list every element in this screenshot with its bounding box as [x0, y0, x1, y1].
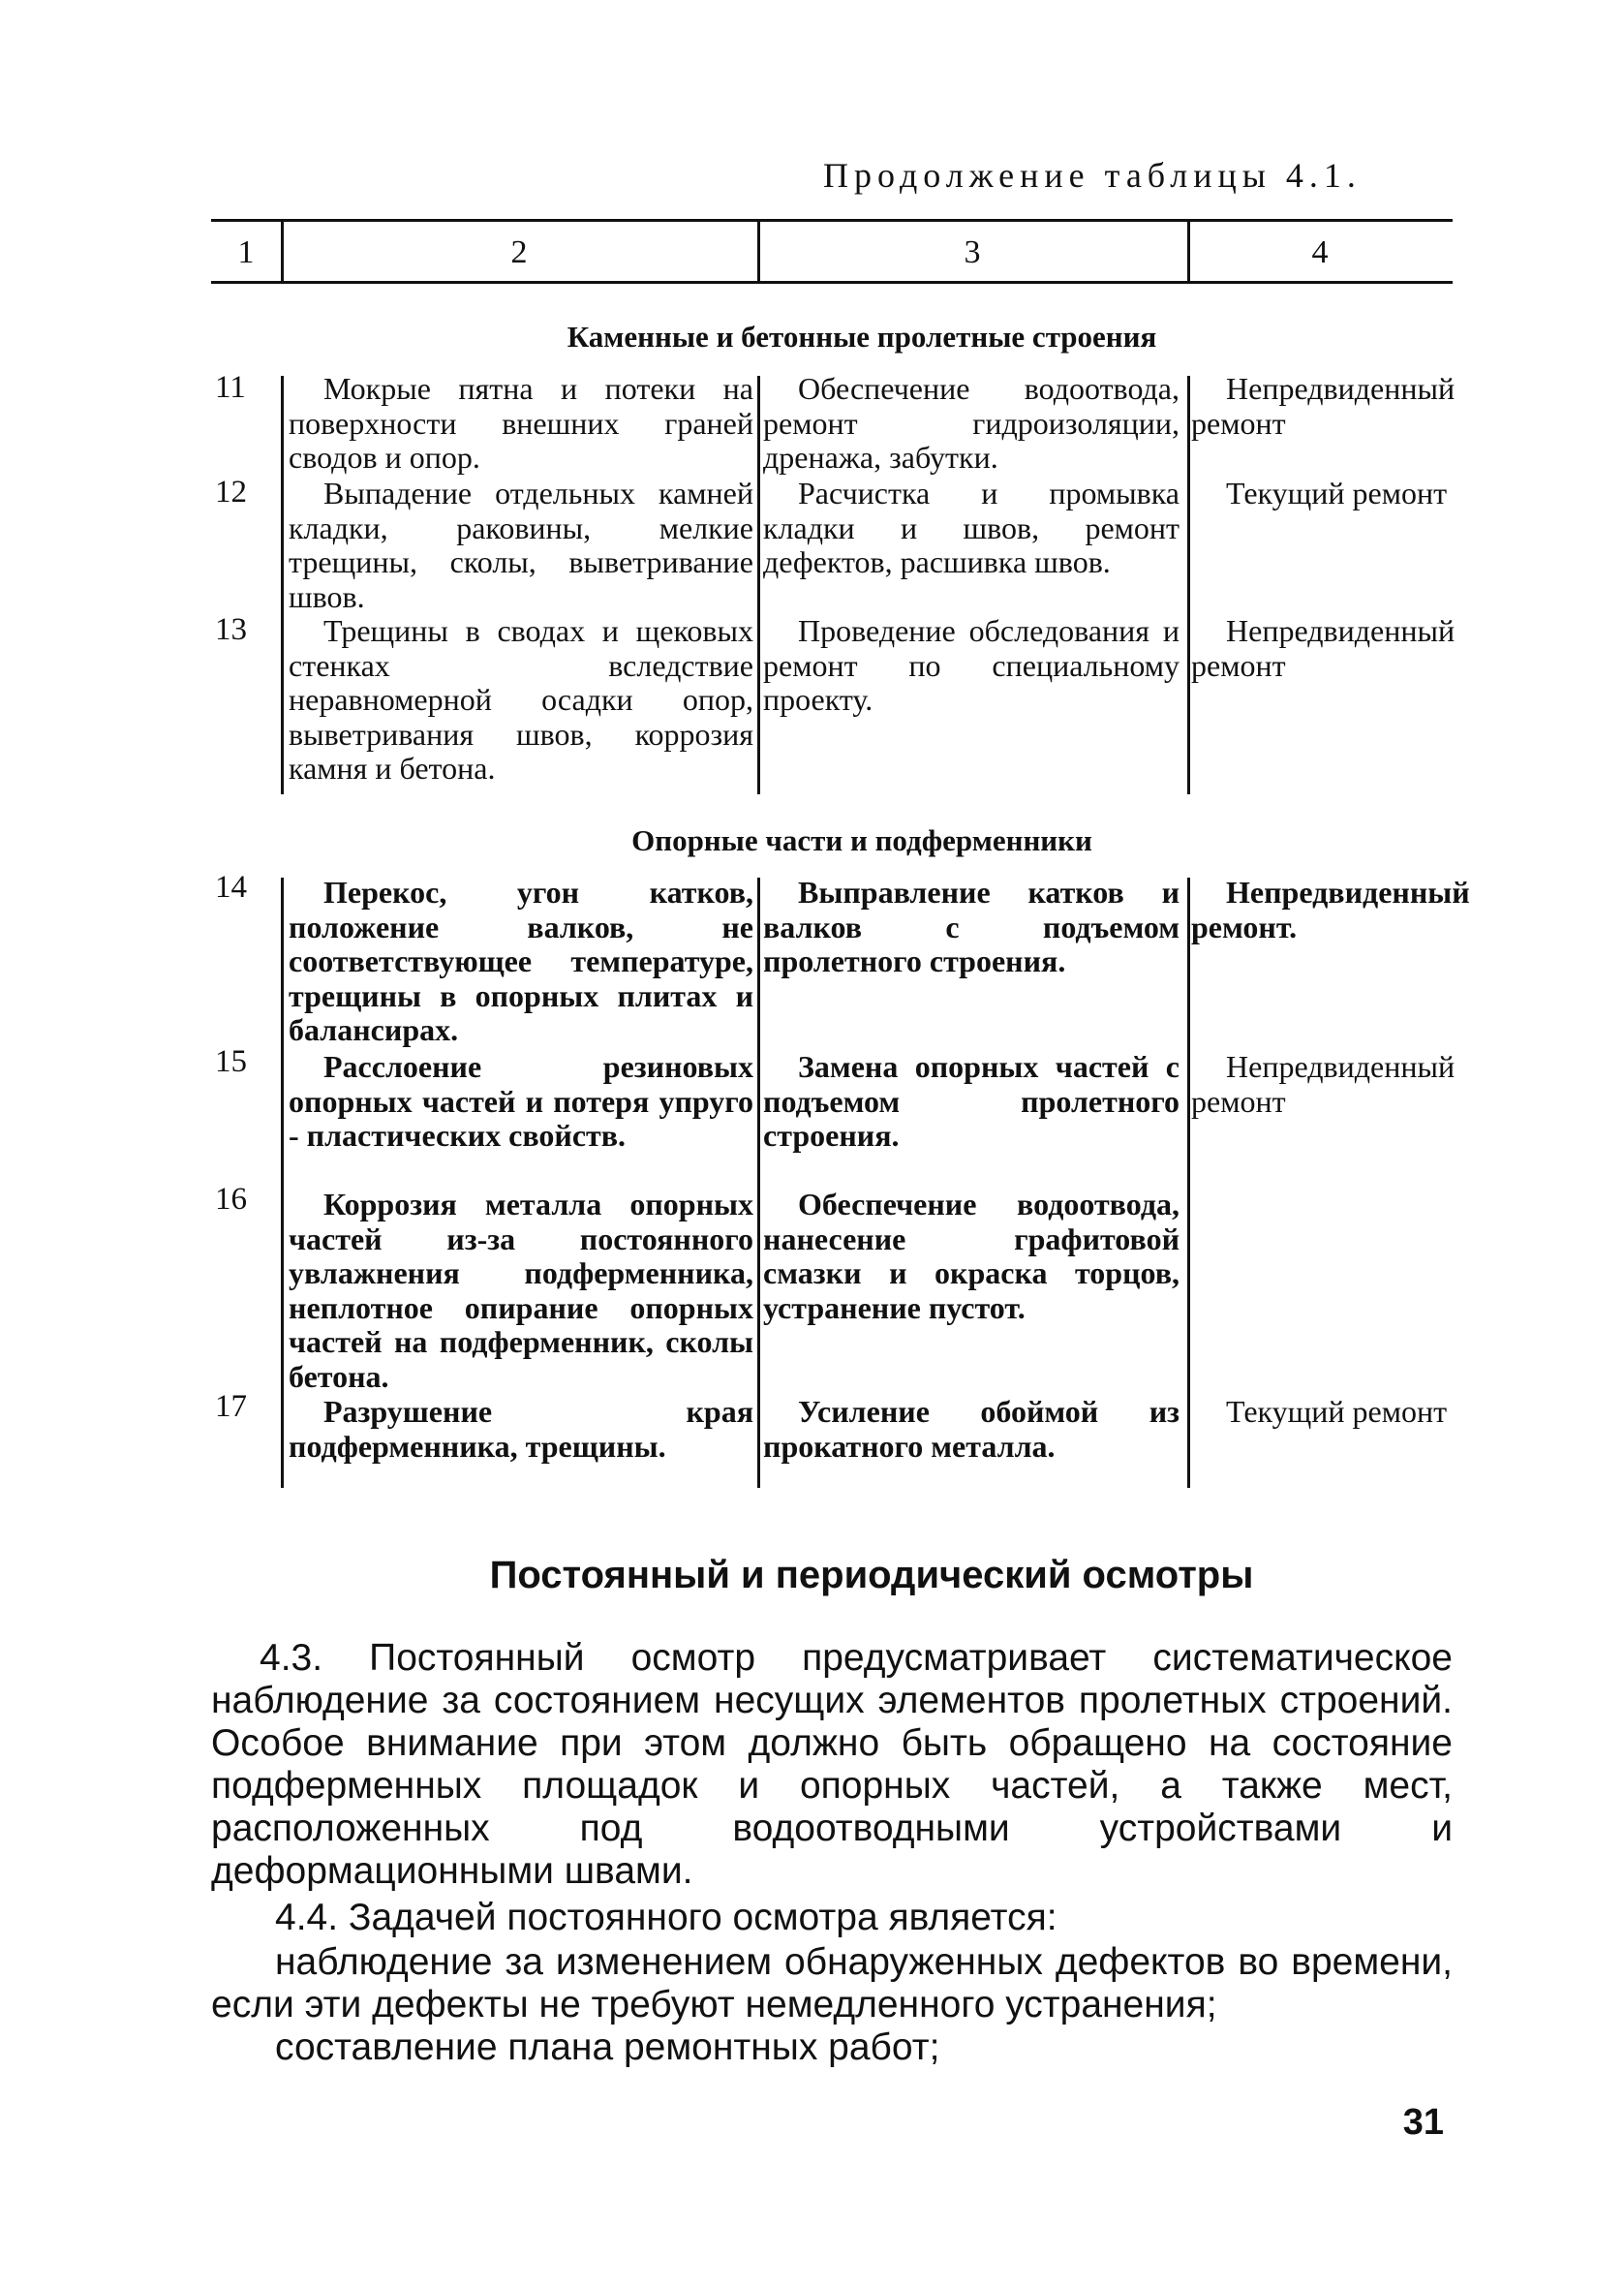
row-repair: Непредвиденный ремонт	[1191, 1049, 1455, 1119]
page-number: 31	[1402, 2102, 1444, 2143]
s2-divider-3	[1187, 878, 1190, 1488]
table-caption: Продолжение таблицы 4.1.	[823, 156, 1362, 195]
row-number: 14	[215, 870, 247, 905]
row-measure: Усиление обоймой из прокатного металла.	[763, 1394, 1180, 1464]
row-defect: Мокрые пятна и потеки на поверхности внешних граней сводов и опор.	[289, 371, 753, 475]
row-repair: Текущий ремонт	[1226, 1394, 1448, 1429]
row-defect: Коррозия металла опорных частей из-за постоянного увлажнения подферменника, неплотное опирание опорных частей на подферменник, сколы бетона.	[289, 1187, 753, 1394]
s2-divider-1	[281, 878, 284, 1488]
s1-divider-3	[1187, 376, 1190, 794]
row-defect: Выпадение отдельных камней кладки, раковины, мелкие трещины, сколы, выветривание швов.	[289, 476, 753, 614]
row-measure: Замена опорных частей с подъемом пролетного строения.	[763, 1049, 1180, 1153]
paragraph-task-1: наблюдение за изменением обнаруженных дефектов во времени, если эти дефекты не требуют немедленного устранения;	[211, 1941, 1453, 2025]
row-number: 13	[215, 612, 247, 647]
row-measure: Обеспечение водоотвода, ремонт гидроизоляции, дренажа, забутки.	[763, 371, 1180, 475]
row-number: 16	[215, 1182, 247, 1217]
row-repair: Непредвиденный ремонт.	[1191, 875, 1470, 944]
header-top-rule	[211, 219, 1453, 222]
row-number: 15	[215, 1044, 247, 1079]
row-defect: Трещины в сводах и щековых стенках вследствие неравномерной осадки опор, выветривания швов, коррозия камня и бетона.	[289, 613, 753, 786]
header-col-4: 4	[1311, 234, 1329, 270]
row-measure: Обеспечение водоотвода, нанесение графитовой смазки и окраска торцов, устранение пустот.	[763, 1187, 1180, 1325]
row-defect: Расслоение резиновых опорных частей и потеря упруго - пластических свойств.	[289, 1049, 753, 1153]
header-col-2: 2	[510, 234, 528, 270]
paragraph-task-2: составление плана ремонтных работ;	[275, 2026, 940, 2068]
s1-divider-1	[281, 376, 284, 794]
header-bottom-rule	[211, 281, 1453, 284]
header-col-3: 3	[964, 234, 981, 270]
row-defect: Разрушение края подферменника, трещины.	[289, 1394, 753, 1464]
row-measure: Проведение обследования и ремонт по специальному проекту.	[763, 613, 1180, 717]
row-measure: Выправление катков и валков с подъемом пролетного строения.	[763, 875, 1180, 978]
section-heading: Постоянный и периодический осмотры	[489, 1554, 1254, 1596]
s1-divider-2	[757, 376, 760, 794]
row-defect: Перекос, угон катков, положение валков, не соответствующее температуре, трещины в опорных плитах и балансирах.	[289, 875, 753, 1047]
section-title-bearings: Опорные части и подферменники	[631, 823, 1092, 857]
section-title-stone: Каменные и бетонные пролетные строения	[567, 320, 1157, 354]
s2-divider-2	[757, 878, 760, 1488]
row-repair: Непредвиденный ремонт	[1191, 371, 1455, 441]
paragraph-4-4: 4.4. Задачей постоянного осмотра является:	[275, 1897, 1057, 1938]
header-col-1: 1	[237, 234, 255, 270]
row-number: 11	[215, 370, 246, 405]
row-repair: Непредвиденный ремонт	[1191, 613, 1455, 683]
row-number: 17	[215, 1389, 247, 1424]
row-repair: Текущий ремонт	[1226, 476, 1448, 510]
row-measure: Расчистка и промывка кладки и швов, ремонт дефектов, расшивка швов.	[763, 476, 1180, 579]
paragraph-4-3: 4.3. Постоянный осмотр предусматривает систематическое наблюдение за состоянием несущих элементов пролетных строений. Особое внимание при этом должно быть обращено на состояние подферменных площадок и опорных частей, а также мест, расположенных под водоотводными устройствами и деформационными швами.	[211, 1637, 1453, 1892]
row-number: 12	[215, 475, 247, 510]
